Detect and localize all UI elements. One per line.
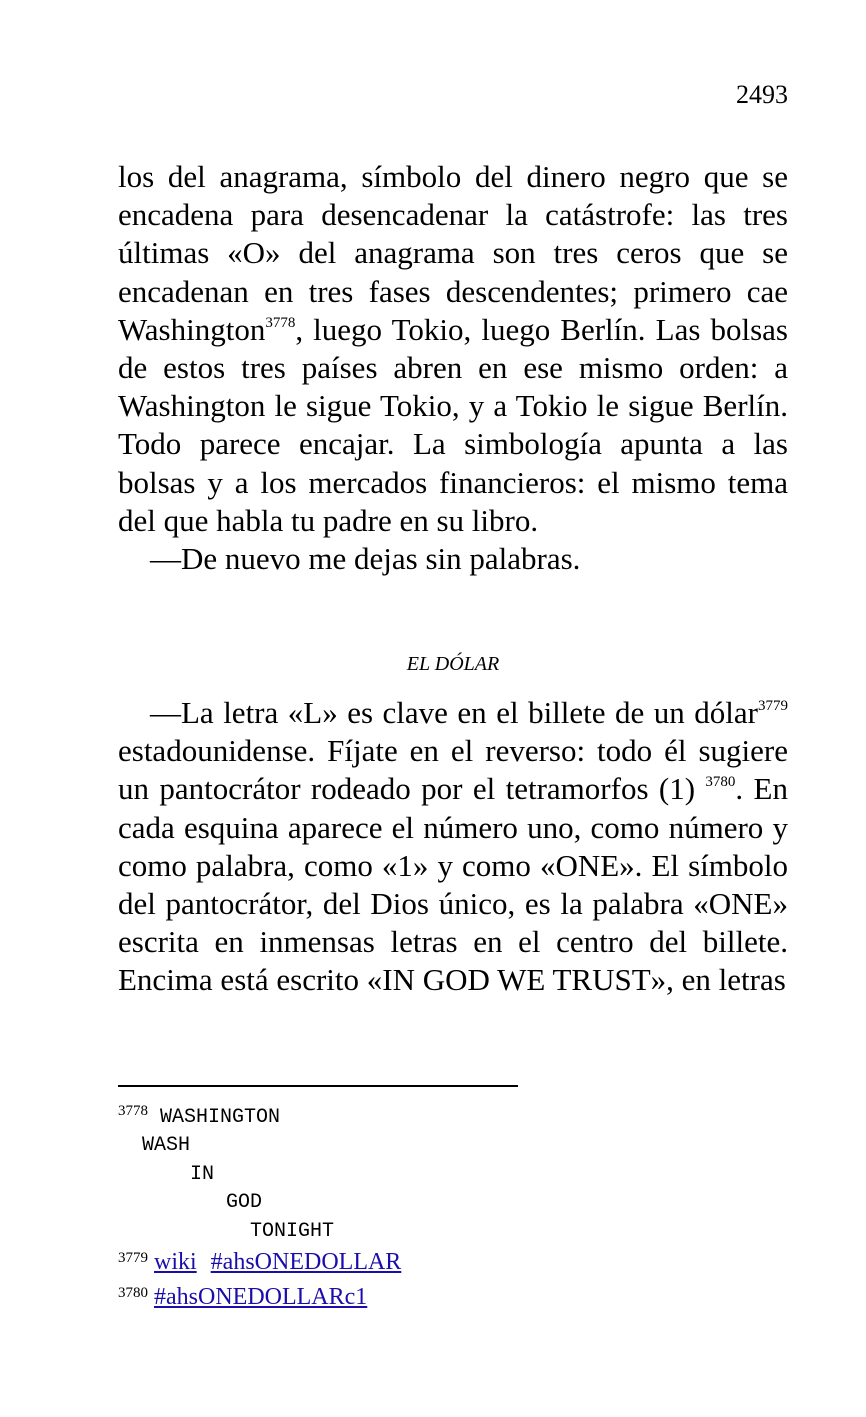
footnote-line: TONIGHT <box>118 1219 335 1243</box>
footnote-reference: 3778 <box>265 314 296 331</box>
footnote-3778 <box>118 1104 818 1246</box>
footnote-3779 <box>118 1246 818 1281</box>
footnote-line: GOD <box>118 1191 263 1215</box>
footnote-link-wiki[interactable]: wiki <box>154 1249 197 1276</box>
footnote-link-ahsonedollarc1[interactable]: #ahsONEDOLLARc1 <box>154 1284 368 1311</box>
footnote-text: WASHINGTON <box>148 1106 281 1129</box>
section-title: EL DÓLAR <box>406 653 500 675</box>
footnote-line: WASH <box>118 1134 191 1158</box>
body-text-upper <box>118 158 788 578</box>
body-text-lower <box>118 694 788 1000</box>
footnote-reference: 3780 <box>705 774 736 791</box>
dialogue-line: —De nuevo me dejas sin palabras. <box>150 541 581 577</box>
footnote-number: 3779 <box>118 1250 148 1267</box>
page-number: 2493 <box>736 80 788 109</box>
footnote-line <box>118 1104 818 1132</box>
paragraph-text: . En cada esquina aparece el número uno, como número y como palabra, como «1» y como «ONE». El símbolo del pantocrátor, del Dios único, es la palabra «ONE» escrita en inmensas letras en el centro del billete. Encima está escrito «IN GOD WE TRUST», en letras <box>118 771 788 998</box>
paragraph <box>118 158 788 540</box>
footnotes <box>118 1104 818 1316</box>
footnote-line: IN <box>118 1162 215 1186</box>
footnote-number: 3778 <box>118 1103 148 1119</box>
paragraph-text: estadounidense. Fíjate en el reverso: todo él sugiere un pantocrátor rodeado por el tetramorfos (1) <box>118 733 788 807</box>
paragraph-text: —La letra «L» es clave en el billete de un dólar <box>150 695 758 730</box>
paragraph <box>118 694 788 1000</box>
footnote-link-ahsonedollar[interactable]: #ahsONEDOLLAR <box>210 1249 402 1276</box>
footnote-separator <box>118 1085 518 1087</box>
paragraph-text: los del anagrama, símbolo del dinero negro que se encadena para desencadenar la catástrofe: las tres últimas «O» del anagrama son tres ceros que se encadenan en tres fases descendentes; primero cae Washington <box>118 159 788 347</box>
footnote-3780 <box>118 1281 818 1316</box>
paragraph-text: , luego Tokio, luego Berlín. Las bolsas de estos tres países abren en ese mismo orden: a Washington le sigue Tokio, y a Tokio le sigue Berlín. Todo parece encajar. La simbología apunta a las bolsas y a los mercados financieros: el mismo tema del que habla tu padre en su libro. <box>118 311 788 538</box>
footnote-reference: 3779 <box>758 698 788 714</box>
footnote-number: 3780 <box>118 1285 148 1302</box>
